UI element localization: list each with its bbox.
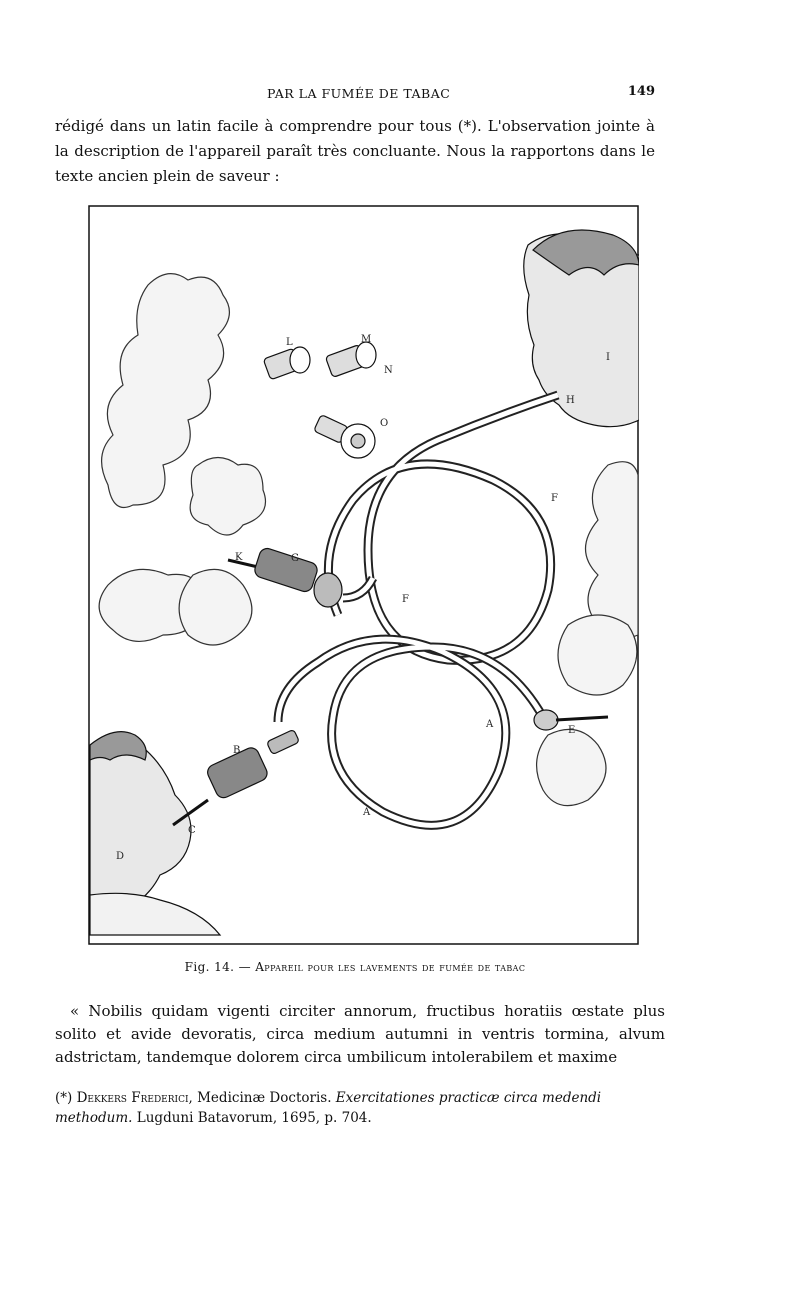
running-head: PAR LA FUMÉE DE TABAC [267,86,451,101]
plate-label-i: I [606,352,610,363]
lower-figure-head [90,732,220,935]
figure-caption [55,960,655,974]
footnote-mid: Medicinæ Doctoris. [197,1090,332,1106]
smoke-clouds-left [99,274,265,645]
caption-title: Appareil pour les lavements de fumée de tabac [255,960,526,974]
plate-label-a-right: A [486,719,494,730]
plate-label-h: H [566,395,575,406]
footnote-marker: (*) [55,1090,73,1106]
figure-plate [88,205,639,945]
plate-label-e: E [568,725,576,736]
footnote [55,1088,665,1128]
plate-label-c: C [188,825,196,836]
plate-label-a-lower: A [363,807,371,818]
plate-label-d: D [116,851,125,862]
plate-label-g: G [291,553,299,564]
plate-label-l: L [286,337,293,348]
footnote-author: Dekkers Frederici, [76,1090,193,1106]
latin-quote [55,1000,665,1069]
intro-paragraph [55,114,655,189]
plate-label-f-lower: F [402,594,409,605]
device-b [173,729,300,825]
plate-label-n: N [384,365,393,376]
plate-label-m: M [361,334,372,345]
plate-label-k: K [235,552,243,563]
footnote-title: Exercitationes practicæ circa medendi methodum. [55,1090,602,1126]
plate-label-f-upper: F [551,493,558,504]
page-number: 149 [627,84,655,99]
page-header [55,84,655,106]
tubing [278,395,558,825]
footnote-imprint: Lugduni Batavorum, 1695, p. 704. [136,1110,372,1126]
component-m [325,342,376,377]
caption-prefix: Fig. 14. — [184,960,251,974]
smoke-clouds-right [537,462,638,806]
engraving-illustration [88,205,639,945]
component-l [263,347,310,380]
plate-label-b: B [233,745,241,756]
intro-text: rédigé dans un latin facile à comprendre pour tous (*). L'observation jointe à la description de l'appareil paraît très concluante. Nous la rapportons dans le texte ancien plein de saveur : [55,117,655,185]
latin-quote-text: « Nobilis quidam vigenti circiter annorum, fructibus horatiis œstate plus solito et avide devoratis, circa medium autumni in ventris tormina, alvum adstrictam, tandemque dolorem circa umbilicum intolerabilem et maxime [55,1002,665,1066]
component-o [314,415,375,458]
plate-label-o: O [380,418,389,429]
